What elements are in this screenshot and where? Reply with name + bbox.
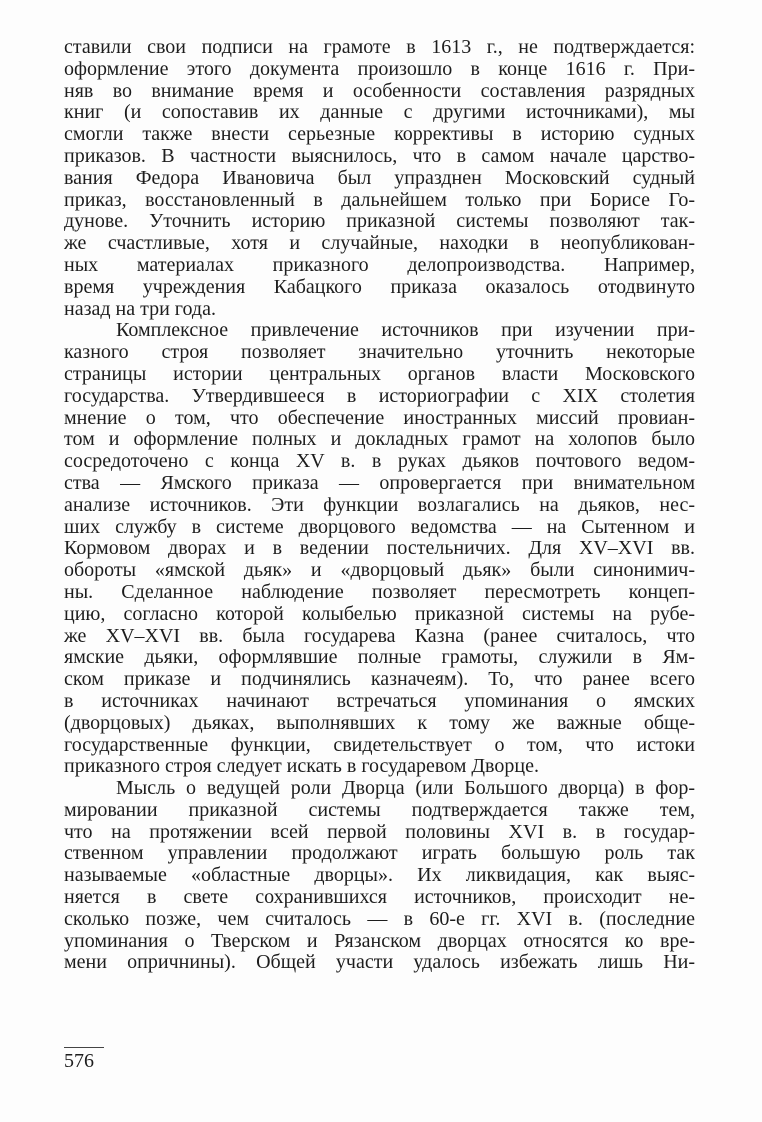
text-line: ства — Ямского приказа — опровергается при внимательном: [64, 471, 695, 494]
text-line: анализе источников. Эти функции возлагались на дьяков, нес-: [64, 493, 695, 516]
text-line: страницы истории центральных органов власти Московского: [64, 362, 695, 385]
text-line: ных материалах приказного делопроизводства. Например,: [64, 253, 695, 276]
text-line: няв во внимание время и особенности составления разрядных: [64, 79, 695, 102]
text-line: казного строя позволяет значительно уточнить некоторые: [64, 341, 695, 364]
page-number: 576: [64, 1050, 94, 1072]
text-line: назад на три года.: [64, 297, 216, 320]
text-line: государства. Утвердившееся в историографии с XIX столетия: [64, 384, 695, 407]
paragraph: [64, 37, 695, 320]
text-line: мени опричнины). Общей участи удалось избежать лишь Ни-: [64, 951, 695, 974]
text-line: упоминания о Тверском и Рязанском дворцах относятся ко вре-: [64, 929, 695, 952]
text-line: книг (и сопоставив их данные с другими источниками), мы: [64, 101, 695, 124]
text-line: государственные функции, свидетельствует о том, что истоки: [64, 733, 695, 756]
text-line: сколько позже, чем считалось — в 60-е гг. XVI в. (последние: [64, 907, 695, 930]
text-line: цию, согласно которой колыбелью приказной системы на рубе-: [64, 602, 695, 625]
text-line: вания Федора Ивановича был упразднен Московский судный: [64, 166, 695, 189]
text-line: ставили свои подписи на грамоте в 1613 г., не подтверждается:: [64, 36, 695, 58]
text-line: Кормовом дворах и в ведении постельничих. Для XV–XVI вв.: [64, 537, 695, 560]
text-line: же счастливые, хотя и случайные, находки в неопубликован-: [64, 232, 695, 255]
text-line: обороты «ямской дьяк» и «дворцовый дьяк» были синонимич-: [64, 559, 695, 582]
text-line: ны. Сделанное наблюдение позволяет пересмотреть концеп-: [64, 580, 695, 603]
page-body: [64, 37, 695, 974]
text-line: в источниках начинают встречаться упоминания о ямских: [64, 689, 695, 712]
text-line: приказов. В частности выяснилось, что в самом начале царство-: [64, 144, 695, 167]
text-line: мировании приказной системы подтверждается также тем,: [64, 798, 695, 821]
text-line: няется в свете сохранившихся источников, происходит не-: [64, 886, 695, 909]
text-line: смогли также внести серьезные коррективы в историю судных: [64, 123, 695, 146]
text-line: Комплексное привлечение источников при изучении при-: [116, 319, 695, 342]
text-line: Мысль о ведущей роли Дворца (или Большого дворца) в фор-: [116, 777, 695, 800]
text-line: ших службу в системе дворцового ведомства — на Сытенном и: [64, 515, 695, 538]
text-line: приказного строя следует искать в государевом Дворце.: [64, 755, 539, 778]
paragraph: [64, 320, 695, 778]
text-line: (дворцовых) дьяках, выполнявших к тому же важные обще-: [64, 711, 695, 734]
text-line: ском приказе и подчинялись казначеям). То, что ранее всего: [64, 668, 695, 691]
text-line: же XV–XVI вв. была государева Казна (ранее считалось, что: [64, 624, 695, 647]
text-line: том и оформление полных и докладных грамот на холопов было: [64, 428, 695, 451]
page-number-rule: [64, 1047, 104, 1048]
text-line: время учреждения Кабацкого приказа оказалось отодвинуто: [64, 275, 695, 298]
text-line: мнение о том, что обеспечение иностранных миссий провиан-: [64, 406, 695, 429]
text-line: приказ, восстановленный в дальнейшем только при Борисе Го-: [64, 188, 695, 211]
text-line: сосредоточено с конца XV в. в руках дьяков почтового ведом-: [64, 450, 695, 473]
text-line: оформление этого документа произошло в конце 1616 г. При-: [64, 57, 695, 80]
text-line: дунове. Уточнить историю приказной системы позволяют так-: [64, 210, 695, 233]
paragraph: [64, 778, 695, 974]
text-line: ямские дьяки, оформлявшие полные грамоты, служили в Ям-: [64, 646, 695, 669]
text-line: что на протяжении всей первой половины XVI в. в государ-: [64, 820, 695, 843]
text-line: называемые «областные дворцы». Их ликвидация, как выяс-: [64, 864, 695, 887]
text-line: ственном управлении продолжают играть большую роль так: [64, 842, 695, 865]
